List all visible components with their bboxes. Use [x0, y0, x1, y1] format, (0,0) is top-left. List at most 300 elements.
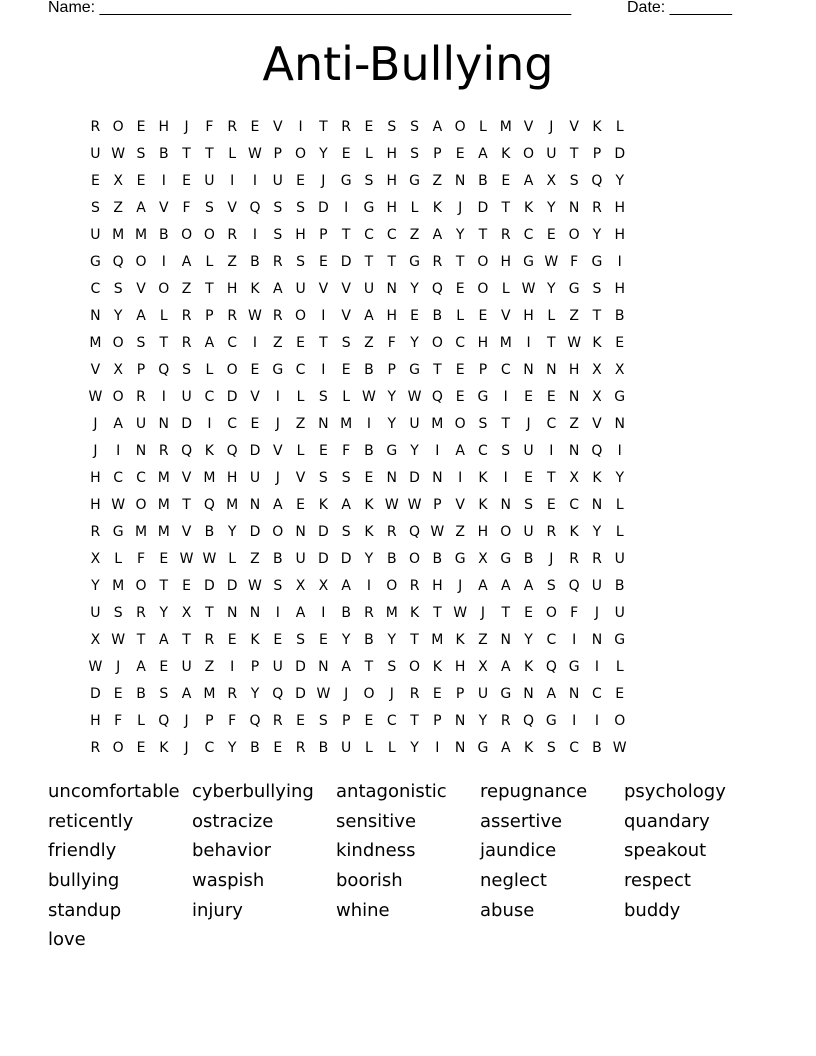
- grid-letter[interactable]: E: [296, 713, 305, 729]
- grid-letter[interactable]: Z: [250, 551, 260, 567]
- grid-letter[interactable]: B: [614, 308, 625, 324]
- grid-letter[interactable]: T: [387, 254, 397, 270]
- grid-letter[interactable]: O: [226, 362, 238, 378]
- grid-letter[interactable]: P: [136, 362, 146, 378]
- grid-letter[interactable]: D: [295, 659, 306, 675]
- grid-letter[interactable]: E: [273, 740, 283, 756]
- grid-letter[interactable]: C: [295, 362, 306, 378]
- grid-letter[interactable]: V: [227, 200, 237, 216]
- grid-letter[interactable]: N: [614, 416, 625, 432]
- grid-letter[interactable]: M: [157, 524, 170, 540]
- grid-letter[interactable]: C: [204, 740, 215, 756]
- grid-letter[interactable]: O: [363, 686, 375, 702]
- grid-letter[interactable]: P: [592, 146, 602, 162]
- grid-letter[interactable]: K: [592, 470, 602, 486]
- grid-letter[interactable]: Q: [431, 281, 443, 297]
- grid-letter[interactable]: Z: [364, 335, 374, 351]
- grid-letter[interactable]: G: [614, 389, 626, 405]
- grid-letter[interactable]: N: [454, 740, 466, 756]
- grid-letter[interactable]: Q: [249, 200, 261, 216]
- grid-letter[interactable]: U: [477, 686, 489, 702]
- grid-letter[interactable]: J: [549, 119, 554, 135]
- grid-letter[interactable]: F: [182, 200, 191, 216]
- grid-letter[interactable]: V: [272, 119, 283, 135]
- grid-letter[interactable]: E: [318, 254, 328, 270]
- grid-letter[interactable]: X: [295, 578, 306, 594]
- grid-letter[interactable]: N: [90, 308, 101, 324]
- grid-letter[interactable]: Y: [410, 443, 419, 459]
- grid-letter[interactable]: R: [227, 119, 238, 135]
- grid-letter[interactable]: S: [387, 119, 397, 135]
- grid-letter[interactable]: O: [545, 605, 557, 621]
- grid-letter[interactable]: F: [205, 119, 214, 135]
- grid-letter[interactable]: E: [136, 740, 146, 756]
- grid-letter[interactable]: U: [614, 551, 625, 567]
- grid-letter[interactable]: I: [230, 659, 235, 675]
- grid-letter[interactable]: A: [136, 200, 146, 216]
- grid-letter[interactable]: W: [248, 308, 262, 324]
- grid-letter[interactable]: P: [478, 362, 488, 378]
- grid-letter[interactable]: H: [386, 146, 398, 162]
- grid-letter[interactable]: M: [340, 416, 353, 432]
- grid-letter[interactable]: D: [295, 686, 306, 702]
- grid-letter[interactable]: H: [386, 173, 398, 189]
- grid-letter[interactable]: N: [523, 362, 534, 378]
- grid-letter[interactable]: T: [319, 335, 328, 351]
- grid-letter[interactable]: X: [478, 551, 488, 567]
- grid-letter[interactable]: E: [341, 146, 351, 162]
- grid-letter[interactable]: L: [342, 389, 351, 405]
- grid-letter[interactable]: H: [226, 470, 238, 486]
- grid-letter[interactable]: S: [410, 119, 419, 135]
- grid-letter[interactable]: O: [295, 146, 307, 162]
- grid-letter[interactable]: N: [249, 605, 261, 621]
- grid-letter[interactable]: Y: [250, 686, 260, 702]
- grid-letter[interactable]: B: [614, 578, 625, 594]
- grid-letter[interactable]: R: [158, 443, 169, 459]
- grid-letter[interactable]: T: [569, 146, 579, 162]
- grid-letter[interactable]: N: [386, 281, 397, 297]
- grid-letter[interactable]: K: [523, 740, 534, 756]
- grid-letter[interactable]: L: [615, 524, 624, 540]
- grid-letter[interactable]: D: [409, 470, 420, 486]
- grid-letter[interactable]: A: [272, 497, 283, 513]
- grid-letter[interactable]: H: [614, 227, 625, 243]
- grid-letter[interactable]: X: [318, 578, 329, 594]
- grid-letter[interactable]: E: [524, 389, 533, 405]
- grid-letter[interactable]: J: [184, 713, 189, 729]
- grid-letter[interactable]: Y: [478, 713, 488, 729]
- grid-letter[interactable]: T: [501, 416, 511, 432]
- grid-letter[interactable]: A: [136, 659, 146, 675]
- grid-letter[interactable]: J: [275, 470, 280, 486]
- grid-letter[interactable]: D: [340, 551, 352, 567]
- grid-letter[interactable]: H: [454, 659, 466, 675]
- grid-letter[interactable]: O: [614, 713, 626, 729]
- grid-letter[interactable]: E: [182, 578, 192, 594]
- grid-letter[interactable]: O: [568, 227, 580, 243]
- grid-letter[interactable]: M: [134, 524, 148, 540]
- grid-letter[interactable]: W: [521, 281, 536, 297]
- grid-letter[interactable]: A: [113, 416, 123, 432]
- grid-letter[interactable]: T: [205, 146, 214, 162]
- grid-letter[interactable]: G: [523, 254, 534, 270]
- grid-letter[interactable]: R: [386, 524, 397, 540]
- grid-letter[interactable]: U: [249, 470, 261, 486]
- grid-letter[interactable]: O: [135, 578, 147, 594]
- grid-letter[interactable]: S: [341, 524, 351, 540]
- grid-letter[interactable]: W: [88, 659, 103, 675]
- grid-letter[interactable]: I: [116, 443, 121, 459]
- grid-letter[interactable]: M: [203, 470, 216, 486]
- grid-letter[interactable]: W: [202, 551, 217, 567]
- grid-letter[interactable]: U: [181, 389, 192, 405]
- grid-letter[interactable]: J: [458, 578, 463, 594]
- grid-letter[interactable]: L: [479, 119, 487, 135]
- grid-letter[interactable]: A: [364, 308, 374, 324]
- grid-letter[interactable]: C: [364, 227, 374, 243]
- grid-letter[interactable]: F: [570, 254, 579, 270]
- grid-letter[interactable]: B: [432, 308, 443, 324]
- grid-letter[interactable]: J: [184, 740, 189, 756]
- grid-letter[interactable]: U: [341, 740, 352, 756]
- grid-letter[interactable]: K: [523, 659, 534, 675]
- grid-letter[interactable]: E: [455, 362, 465, 378]
- grid-letter[interactable]: T: [136, 632, 146, 648]
- grid-letter[interactable]: L: [205, 362, 214, 378]
- grid-letter[interactable]: G: [272, 362, 284, 378]
- grid-letter[interactable]: Q: [272, 686, 284, 702]
- grid-letter[interactable]: P: [433, 146, 442, 162]
- grid-letter[interactable]: A: [523, 578, 534, 594]
- grid-letter[interactable]: L: [114, 551, 123, 567]
- grid-letter[interactable]: S: [410, 146, 419, 162]
- grid-letter[interactable]: A: [478, 146, 488, 162]
- grid-letter[interactable]: Y: [455, 227, 465, 243]
- grid-letter[interactable]: J: [93, 416, 98, 432]
- grid-letter[interactable]: W: [362, 389, 376, 405]
- grid-letter[interactable]: K: [592, 335, 602, 351]
- grid-letter[interactable]: T: [433, 362, 442, 378]
- grid-letter[interactable]: L: [615, 119, 624, 135]
- grid-letter[interactable]: V: [455, 497, 465, 513]
- grid-letter[interactable]: X: [546, 173, 557, 189]
- grid-letter[interactable]: R: [136, 389, 146, 405]
- grid-letter[interactable]: P: [433, 713, 442, 729]
- grid-letter[interactable]: Q: [203, 497, 215, 513]
- grid-letter[interactable]: S: [501, 443, 511, 459]
- grid-letter[interactable]: H: [386, 308, 398, 324]
- grid-letter[interactable]: X: [569, 470, 579, 486]
- grid-letter[interactable]: Z: [272, 335, 283, 351]
- grid-letter[interactable]: I: [161, 173, 166, 189]
- grid-letter[interactable]: I: [321, 308, 326, 324]
- grid-letter[interactable]: N: [249, 497, 261, 513]
- grid-letter[interactable]: K: [364, 524, 374, 540]
- grid-letter[interactable]: X: [614, 362, 625, 378]
- grid-letter[interactable]: V: [181, 524, 192, 540]
- grid-letter[interactable]: S: [273, 200, 283, 216]
- grid-letter[interactable]: A: [455, 443, 465, 459]
- grid-letter[interactable]: E: [455, 281, 465, 297]
- grid-letter[interactable]: Z: [409, 227, 420, 243]
- grid-letter[interactable]: T: [182, 146, 191, 162]
- grid-letter[interactable]: G: [454, 551, 466, 567]
- grid-letter[interactable]: I: [572, 713, 577, 729]
- grid-letter[interactable]: Q: [431, 389, 443, 405]
- grid-letter[interactable]: N: [568, 200, 580, 216]
- grid-letter[interactable]: Z: [204, 659, 215, 675]
- grid-letter[interactable]: C: [546, 416, 557, 432]
- grid-letter[interactable]: C: [478, 443, 488, 459]
- grid-letter[interactable]: B: [136, 686, 146, 702]
- grid-letter[interactable]: W: [384, 497, 399, 513]
- grid-letter[interactable]: E: [341, 362, 351, 378]
- grid-letter[interactable]: G: [112, 524, 124, 540]
- grid-letter[interactable]: E: [364, 119, 374, 135]
- grid-letter[interactable]: E: [318, 443, 328, 459]
- grid-letter[interactable]: V: [295, 470, 306, 486]
- grid-letter[interactable]: K: [455, 632, 465, 648]
- grid-letter[interactable]: A: [272, 281, 283, 297]
- grid-letter[interactable]: S: [90, 200, 100, 216]
- grid-letter[interactable]: U: [90, 605, 101, 621]
- grid-letter[interactable]: Y: [227, 740, 237, 756]
- grid-letter[interactable]: U: [272, 173, 283, 189]
- grid-letter[interactable]: E: [318, 632, 328, 648]
- grid-letter[interactable]: L: [228, 146, 237, 162]
- grid-letter[interactable]: A: [500, 740, 511, 756]
- grid-letter[interactable]: N: [386, 470, 397, 486]
- grid-letter[interactable]: N: [500, 632, 511, 648]
- grid-letter[interactable]: M: [112, 578, 125, 594]
- grid-letter[interactable]: F: [570, 605, 579, 621]
- grid-letter[interactable]: X: [90, 632, 101, 648]
- grid-letter[interactable]: M: [499, 335, 512, 351]
- grid-letter[interactable]: U: [363, 281, 375, 297]
- grid-letter[interactable]: T: [501, 605, 511, 621]
- grid-letter[interactable]: R: [272, 713, 283, 729]
- grid-letter[interactable]: V: [272, 443, 283, 459]
- grid-letter[interactable]: Q: [112, 254, 124, 270]
- grid-letter[interactable]: U: [295, 281, 306, 297]
- grid-letter[interactable]: T: [364, 254, 374, 270]
- grid-letter[interactable]: L: [296, 443, 305, 459]
- grid-letter[interactable]: C: [500, 362, 511, 378]
- grid-letter[interactable]: I: [252, 335, 258, 351]
- grid-letter[interactable]: O: [112, 119, 124, 135]
- grid-letter[interactable]: E: [159, 659, 169, 675]
- grid-letter[interactable]: Q: [158, 713, 170, 729]
- grid-letter[interactable]: O: [158, 281, 170, 297]
- grid-letter[interactable]: X: [113, 362, 123, 378]
- grid-letter[interactable]: M: [226, 497, 239, 513]
- grid-letter[interactable]: T: [364, 659, 374, 675]
- grid-letter[interactable]: Y: [547, 200, 556, 216]
- grid-letter[interactable]: K: [478, 470, 488, 486]
- grid-letter[interactable]: R: [181, 335, 192, 351]
- grid-letter[interactable]: C: [90, 281, 101, 297]
- grid-letter[interactable]: K: [159, 740, 169, 756]
- grid-letter[interactable]: K: [432, 659, 442, 675]
- grid-letter[interactable]: Q: [523, 713, 535, 729]
- grid-letter[interactable]: X: [592, 362, 602, 378]
- grid-letter[interactable]: M: [89, 335, 102, 351]
- grid-letter[interactable]: D: [249, 443, 261, 459]
- grid-letter[interactable]: U: [523, 524, 534, 540]
- grid-letter[interactable]: R: [136, 605, 146, 621]
- grid-letter[interactable]: R: [272, 254, 283, 270]
- grid-letter[interactable]: E: [182, 173, 192, 189]
- grid-letter[interactable]: E: [250, 119, 260, 135]
- grid-letter[interactable]: Y: [364, 551, 374, 567]
- grid-letter[interactable]: N: [454, 713, 466, 729]
- grid-letter[interactable]: E: [524, 470, 533, 486]
- grid-letter[interactable]: Z: [455, 524, 465, 540]
- grid-letter[interactable]: E: [227, 632, 237, 648]
- grid-letter[interactable]: V: [136, 281, 146, 297]
- grid-letter[interactable]: K: [250, 632, 260, 648]
- grid-letter[interactable]: I: [503, 389, 508, 405]
- grid-letter[interactable]: S: [387, 659, 397, 675]
- grid-letter[interactable]: E: [90, 173, 100, 189]
- grid-letter[interactable]: V: [592, 416, 602, 432]
- grid-letter[interactable]: U: [409, 416, 420, 432]
- grid-letter[interactable]: L: [387, 740, 396, 756]
- grid-letter[interactable]: I: [366, 578, 372, 594]
- grid-letter[interactable]: L: [228, 551, 237, 567]
- grid-letter[interactable]: O: [135, 497, 147, 513]
- grid-letter[interactable]: E: [159, 551, 169, 567]
- grid-letter[interactable]: Q: [158, 362, 170, 378]
- grid-letter[interactable]: Y: [387, 632, 397, 648]
- grid-letter[interactable]: O: [409, 551, 421, 567]
- grid-letter[interactable]: U: [614, 605, 625, 621]
- grid-letter[interactable]: H: [614, 200, 625, 216]
- grid-letter[interactable]: S: [524, 497, 533, 513]
- grid-letter[interactable]: J: [116, 659, 121, 675]
- grid-letter[interactable]: N: [454, 173, 466, 189]
- grid-letter[interactable]: L: [137, 713, 145, 729]
- grid-letter[interactable]: U: [295, 551, 306, 567]
- grid-letter[interactable]: O: [203, 227, 215, 243]
- grid-letter[interactable]: B: [158, 146, 169, 162]
- grid-letter[interactable]: T: [547, 470, 556, 486]
- grid-letter[interactable]: Q: [591, 443, 603, 459]
- grid-letter[interactable]: O: [112, 389, 124, 405]
- grid-letter[interactable]: G: [363, 200, 375, 216]
- grid-letter[interactable]: P: [455, 686, 465, 702]
- grid-letter[interactable]: Y: [410, 335, 419, 351]
- grid-letter[interactable]: U: [90, 227, 101, 243]
- grid-letter[interactable]: Y: [615, 470, 624, 486]
- grid-letter[interactable]: D: [203, 578, 215, 594]
- grid-letter[interactable]: O: [500, 524, 512, 540]
- grid-letter[interactable]: I: [207, 416, 212, 432]
- grid-letter[interactable]: E: [546, 227, 556, 243]
- grid-letter[interactable]: E: [136, 119, 146, 135]
- grid-letter[interactable]: R: [409, 686, 420, 702]
- grid-letter[interactable]: Z: [295, 416, 306, 432]
- grid-letter[interactable]: C: [204, 389, 215, 405]
- grid-letter[interactable]: S: [273, 227, 283, 243]
- grid-letter[interactable]: S: [318, 389, 328, 405]
- grid-letter[interactable]: K: [432, 200, 442, 216]
- grid-letter[interactable]: R: [204, 632, 215, 648]
- grid-letter[interactable]: E: [524, 605, 533, 621]
- grid-letter[interactable]: T: [433, 605, 442, 621]
- grid-letter[interactable]: Z: [227, 254, 237, 270]
- grid-letter[interactable]: R: [500, 227, 511, 243]
- grid-letter[interactable]: T: [547, 335, 556, 351]
- grid-letter[interactable]: C: [569, 740, 580, 756]
- grid-letter[interactable]: Y: [319, 146, 328, 162]
- grid-letter[interactable]: J: [480, 605, 486, 621]
- grid-letter[interactable]: L: [615, 497, 624, 513]
- grid-letter[interactable]: I: [458, 470, 463, 486]
- grid-letter[interactable]: L: [365, 146, 373, 162]
- grid-letter[interactable]: S: [159, 686, 169, 702]
- grid-letter[interactable]: J: [184, 119, 189, 135]
- grid-letter[interactable]: W: [88, 389, 103, 405]
- grid-letter[interactable]: W: [453, 605, 468, 621]
- grid-letter[interactable]: O: [295, 308, 307, 324]
- grid-letter[interactable]: L: [205, 254, 214, 270]
- grid-letter[interactable]: E: [296, 335, 305, 351]
- grid-letter[interactable]: O: [112, 740, 124, 756]
- grid-letter[interactable]: D: [181, 416, 192, 432]
- grid-letter[interactable]: R: [90, 740, 101, 756]
- grid-letter[interactable]: Z: [478, 632, 488, 648]
- grid-letter[interactable]: N: [158, 416, 170, 432]
- grid-letter[interactable]: O: [523, 146, 535, 162]
- grid-letter[interactable]: Q: [591, 173, 603, 189]
- grid-letter[interactable]: O: [272, 524, 284, 540]
- grid-letter[interactable]: H: [158, 119, 170, 135]
- grid-letter[interactable]: S: [296, 254, 306, 270]
- grid-letter[interactable]: T: [159, 335, 169, 351]
- grid-letter[interactable]: N: [546, 362, 557, 378]
- grid-letter[interactable]: I: [435, 443, 440, 459]
- grid-letter[interactable]: E: [273, 632, 283, 648]
- grid-letter[interactable]: O: [112, 335, 124, 351]
- grid-letter[interactable]: C: [227, 416, 238, 432]
- grid-letter[interactable]: Y: [547, 281, 556, 297]
- grid-letter[interactable]: K: [250, 281, 260, 297]
- grid-letter[interactable]: S: [546, 578, 556, 594]
- grid-letter[interactable]: G: [409, 254, 420, 270]
- grid-letter[interactable]: W: [407, 497, 422, 513]
- grid-letter[interactable]: S: [592, 281, 602, 297]
- grid-letter[interactable]: R: [546, 524, 557, 540]
- grid-letter[interactable]: H: [500, 254, 511, 270]
- grid-letter[interactable]: J: [93, 443, 98, 459]
- grid-letter[interactable]: G: [500, 551, 512, 567]
- grid-letter[interactable]: M: [134, 227, 148, 243]
- grid-letter[interactable]: Y: [524, 632, 533, 648]
- grid-letter[interactable]: T: [205, 281, 214, 297]
- grid-letter[interactable]: G: [340, 173, 352, 189]
- grid-letter[interactable]: G: [500, 686, 512, 702]
- grid-letter[interactable]: U: [546, 146, 557, 162]
- grid-letter[interactable]: E: [410, 308, 419, 324]
- grid-letter[interactable]: M: [431, 632, 444, 648]
- grid-letter[interactable]: P: [433, 497, 442, 513]
- grid-letter[interactable]: N: [500, 497, 511, 513]
- grid-letter[interactable]: I: [366, 416, 372, 432]
- grid-letter[interactable]: R: [592, 551, 602, 567]
- grid-letter[interactable]: A: [432, 227, 443, 243]
